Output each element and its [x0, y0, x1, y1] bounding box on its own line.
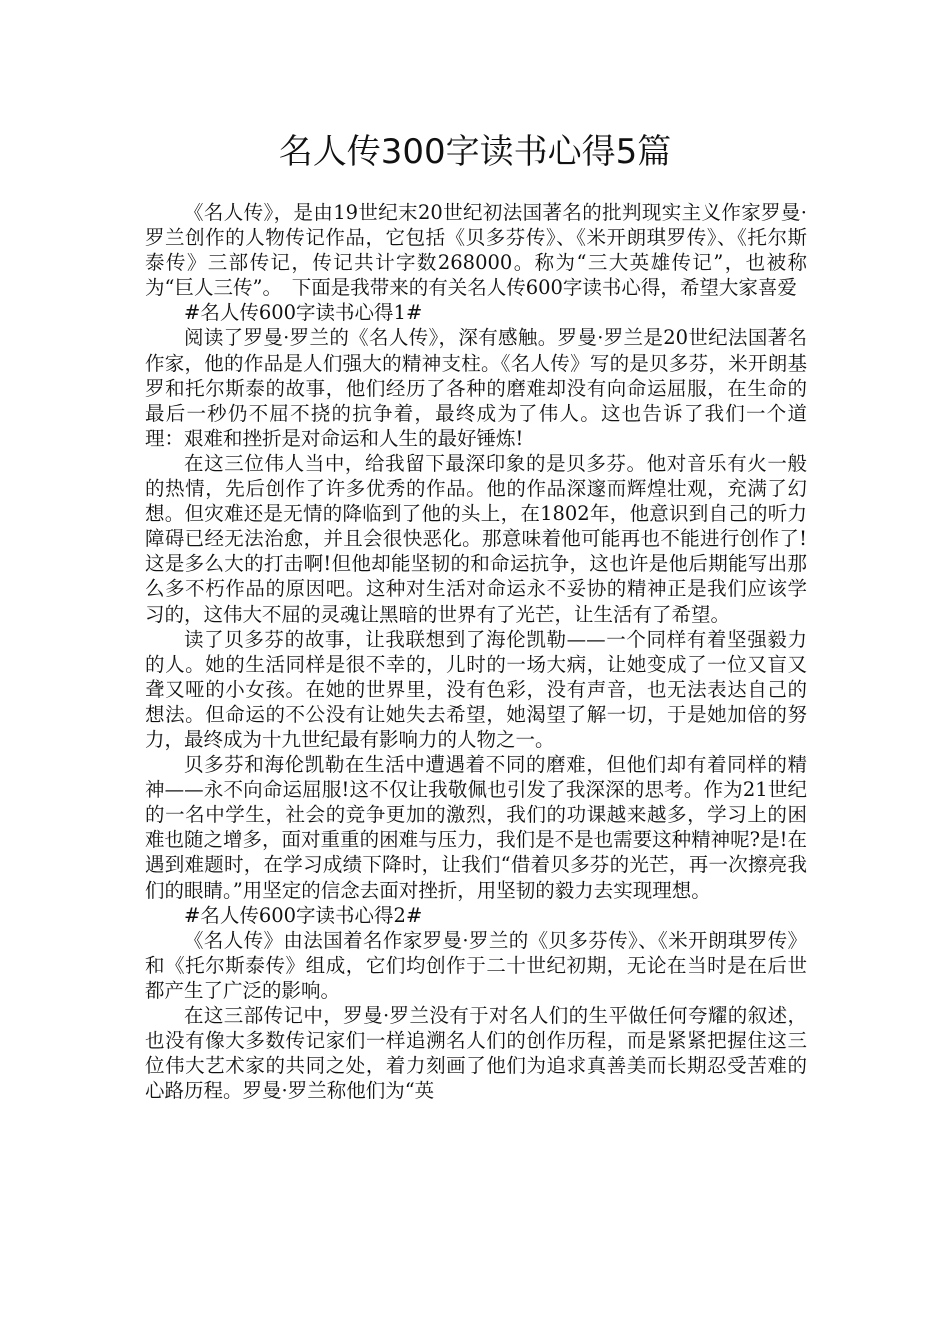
paragraph: 读了贝多芬的故事，让我联想到了海伦凯勒——一个同样有着坚强毅力的人。她的生活同样是很不幸的，儿时的一场大病，让她变成了一位又盲又聋又哑的小女孩。在她的世界里，没有色彩，没有声音，也无法表达自己的想法。但命运的不公没有让她失去希望，她渴望了解一切，于是她加倍的努力，最终成为十九世纪最有影响力的人物之一。 — [145, 627, 807, 751]
paragraph: 阅读了罗曼·罗兰的《名人传》，深有感触。罗曼·罗兰是20世纪法国著名作家，他的作品是人们强大的精神支柱。《名人传》写的是贝多芬，米开朗基罗和托尔斯泰的故事，他们经历了各种的磨难却没有向命运屈服，在生命的最后一秒仍不屈不挠的抗争着，最终成为了伟人。这也告诉了我们一个道理：艰难和挫折是对命运和人生的最好锤炼! — [145, 326, 807, 450]
paragraph: 贝多芬和海伦凯勒在生活中遭遇着不同的磨难，但他们却有着同样的精神——永不向命运屈服!这不仅让我敬佩也引发了我深深的思考。作为21世纪的一名中学生，社会的竞争更加的激烈，我们的功课越来越多，学习上的困难也随之增多，面对重重的困难与压力，我们是不是也需要这种精神呢?是!在遇到难题时，在学习成绩下降时，让我们“借着贝多芬的光芒，再一次擦亮我们的眼睛。”用坚定的信念去面对挫折，用坚韧的毅力去实现理想。 — [145, 753, 807, 902]
section-heading-2: #名人传600字读书心得2# — [184, 903, 423, 927]
document-body — [145, 200, 807, 1103]
paragraph: 在这三部传记中，罗曼·罗兰没有于对名人们的生平做任何夸耀的叙述，也没有像大多数传记家们一样追溯名人们的创作历程，而是紧紧把握住这三位伟大艺术家的共同之处，着力刻画了他们为追求真善美而长期忍受苦难的心路历程。罗曼·罗兰称他们为“英 — [145, 1004, 807, 1103]
paragraph: 《名人传》由法国着名作家罗曼·罗兰的《贝多芬传》、《米开朗琪罗传》和《托尔斯泰传》组成，它们均创作于二十世纪初期，无论在当时是在后世都产生了广泛的影响。 — [145, 928, 807, 1002]
paragraph: 在这三位伟人当中，给我留下最深印象的是贝多芬。他对音乐有火一般的热情，先后创作了许多优秀的作品。他的作品深邃而辉煌壮观，充满了幻想。但灾难还是无情的降临到了他的头上，在1802年，他意识到自己的听力障碍已经无法治愈，并且会很快恶化。那意味着他可能再也不能进行创作了!这是多么大的打击啊!但他却能坚韧的和命运抗争，这也许是他后期能写出那么多不朽作品的原因吧。这种对生活对命运永不妥协的精神正是我们应该学习的，这伟大不屈的灵魂让黑暗的世界有了光芒，让生活有了希望。 — [145, 451, 807, 626]
section-heading-1: #名人传600字读书心得1# — [184, 301, 423, 325]
document-title: 名人传300字读书心得5篇 — [278, 132, 672, 172]
paragraph-intro: 《名人传》，是由19世纪末20世纪初法国著名的批判现实主义作家罗曼·罗兰创作的人物传记作品，它包括《贝多芬传》、《米开朗琪罗传》、《托尔斯泰传》三部传记，传记共计字数268000。称为“三大英雄传记”，也被称为“巨人三传”。 下面是我带来的有关名人传600字读书心得，希望大家喜爱 — [145, 201, 807, 300]
